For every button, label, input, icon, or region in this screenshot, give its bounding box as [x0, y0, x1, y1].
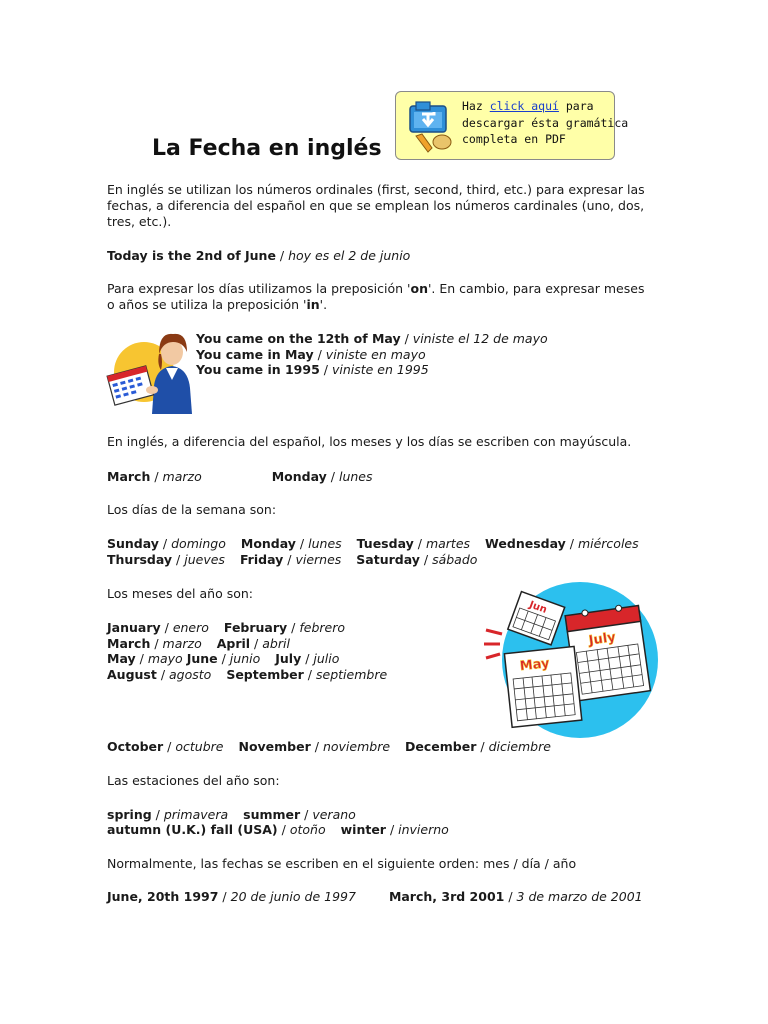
preposition-line-1: Para expresar los días utilizamos la preposición 'on'. En cambio, para expresar meses — [107, 281, 645, 296]
came-example: You came in 1995 / viniste en 1995 — [196, 362, 429, 377]
seasons-row-2: autumn (U.K.) fall (USA) / otoño winter / invierno — [107, 822, 449, 837]
came-example: You came in May / viniste en mayo — [196, 346, 426, 362]
days-row-1: Sunday / domingo Monday / lunes Tuesday / martes Wednesday / miércoles — [107, 536, 639, 551]
seasons-row-1: spring / primavera summer / verano — [107, 807, 356, 822]
capitalization-note: En inglés, a diferencia del español, los meses y los días se escriben con mayúscula. — [107, 434, 632, 449]
date-order-examples: June, 20th 1997 / 20 de junio de 1997 March, 3rd 2001 / 3 de marzo de 2001 — [107, 889, 643, 904]
date-order-note: Normalmente, las fechas se escriben en el siguiente orden: mes / día / año — [107, 856, 577, 871]
months-row-4: August / agosto September / septiembre — [107, 667, 388, 682]
calendars-illustration — [480, 582, 666, 742]
months-row-5: October / octubre November / noviembre December / diciembre — [107, 739, 551, 754]
preposition-line-2: o años se utiliza la preposición 'in'. — [107, 297, 328, 312]
july-label: July — [587, 630, 617, 649]
months-heading: Los meses del año son: — [107, 586, 254, 601]
may-label: May — [519, 656, 551, 675]
download-icon — [402, 98, 460, 156]
months-row-2: March / marzo April / abril — [107, 636, 290, 651]
months-row-3: May / mayo June / junio July / julio — [107, 651, 340, 666]
woman-calendar-illustration — [104, 326, 198, 414]
days-heading: Los días de la semana son: — [107, 502, 277, 517]
months-row-1: January / enero February / febrero — [107, 620, 346, 635]
came-example: You came on the 12th of May / viniste el 12 de mayo — [196, 331, 548, 346]
days-row-2: Thursday / jueves Friday / viernes Saturday / sábado — [107, 552, 478, 567]
capitalization-examples: March / marzo Monday / lunes — [107, 469, 373, 484]
page-title: La Fecha en inglés — [152, 136, 382, 161]
click-here-link[interactable]: click aquí — [489, 99, 559, 113]
intro-paragraph: En inglés se utilizan los números ordinales (first, second, third, etc.) para expresar las fechas, a diferencia del español en que se emplean los números cardinales (uno, dos, tres, etc.). — [107, 182, 645, 229]
download-pdf-banner[interactable]: Haz click aquí para descargar ésta gramática completa en PDF — [395, 91, 615, 160]
seasons-heading: Las estaciones del año son: — [107, 773, 280, 788]
came-examples — [196, 331, 548, 378]
svg-text:Jun: Jun — [527, 599, 549, 616]
today-example: Today is the 2nd of June / hoy es el 2 de junio — [107, 248, 411, 263]
